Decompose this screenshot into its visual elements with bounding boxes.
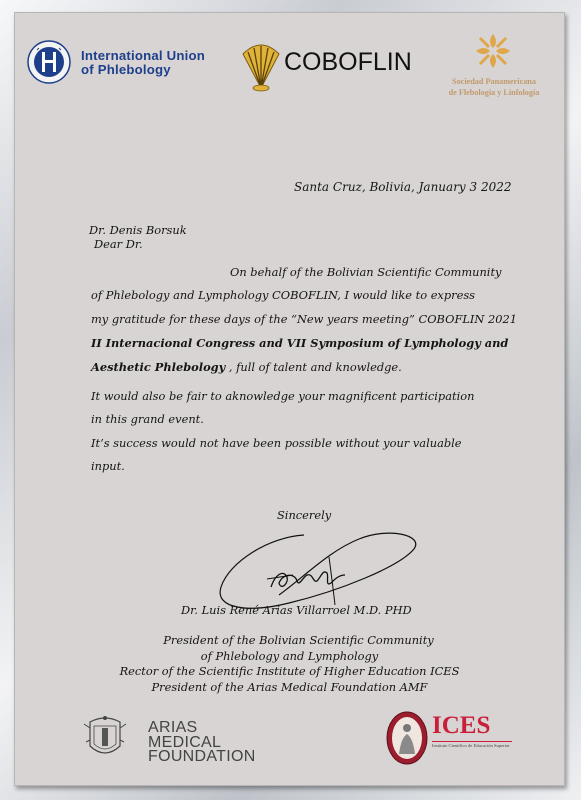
paragraph1-line2: of Phlebology and Lymphology COBOFLIN, I would like to express	[91, 288, 476, 302]
ices-subtitle: Instituto Científico de Educación Superior	[432, 743, 510, 748]
paragraph2-line4: input.	[91, 459, 125, 473]
paragraph2-line3: It’s success would not have been possible without your valuable	[91, 436, 462, 450]
signer-title-line1: President of the Bolivian Scientific Community	[163, 633, 434, 647]
arias-name-line3: FOUNDATION	[148, 748, 256, 765]
closing: Sincerely	[277, 508, 332, 522]
paragraph2-line2: in this grand event.	[91, 412, 204, 426]
arias-name-line1: ARIAS	[148, 719, 198, 736]
iup-name-line1: International Union	[81, 48, 205, 63]
ices-seal-logo	[385, 710, 429, 766]
spl-name	[432, 76, 556, 98]
salutation: Dear Dr.	[94, 237, 143, 251]
signer-titles	[14, 633, 565, 695]
place-date: Santa Cruz, Bolivia, January 3 2022	[294, 180, 512, 194]
coboflin-name: COBOFLIN	[284, 48, 412, 76]
iup-name	[81, 49, 205, 77]
iup-seal-logo	[27, 40, 71, 84]
paragraph2-line1: It would also be fair to aknowledge your magnificent participation	[91, 389, 475, 403]
recipient-name: Dr. Denis Borsuk	[89, 223, 187, 237]
paragraph1-line5-rest: , full of talent and knowledge.	[225, 360, 402, 374]
signer-title-line3: Rector of the Scientific Institute of Higher Education ICES	[119, 664, 460, 678]
arias-name-line2: MEDICAL	[148, 733, 222, 751]
handwritten-signature	[209, 517, 424, 617]
iup-name-line2: of Phlebology	[81, 62, 171, 77]
paragraph1-line4-event-title: II Internacional Congress and VII Symposium of Lymphology and	[91, 336, 509, 350]
spl-name-line1: Sociedad Panamericana	[452, 77, 536, 86]
coboflin-shell-logo	[240, 40, 282, 92]
ices-name: ICES	[432, 712, 491, 739]
paragraph1-line1: On behalf of the Bolivian Scientific Community	[230, 265, 502, 279]
spl-name-line2: de Flebología y Linfología	[448, 88, 540, 97]
arias-crest-logo	[80, 712, 130, 764]
spl-emblem-logo	[472, 30, 514, 72]
paragraph1-line3: my gratitude for these days of the “New years meeting” COBOFLIN 2021	[91, 312, 517, 326]
signer-title-line4: President of the Arias Medical Foundation AMF	[151, 679, 428, 694]
event-title-end: Aesthetic Phlebology	[91, 360, 226, 374]
ices-underline	[432, 741, 512, 742]
arias-foundation-name	[148, 721, 256, 765]
letter-paper	[14, 12, 565, 786]
paragraph1-line5	[91, 360, 402, 374]
signer-title-line2: of Phlebology and Lymphology	[200, 648, 379, 663]
signer-name: Dr. Luis René Arias Villarroel M.D. PHD	[181, 603, 412, 617]
